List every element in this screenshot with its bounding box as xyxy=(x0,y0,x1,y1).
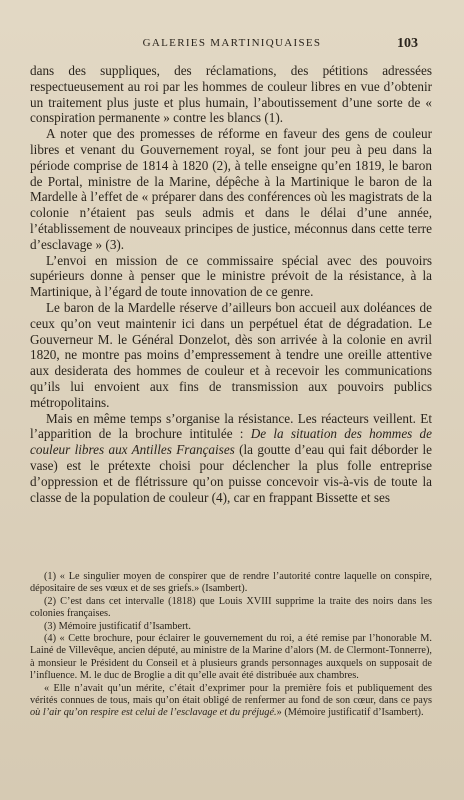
footnote-1: (1) « Le singulier moyen de conspirer que de rendre l’autorité contre laquelle on conspire, dépositaire de ses vœux et de ses griefs.» (Isambert). xyxy=(30,571,432,595)
footnote-4-continued-end: » (Mémoire justificatif d’Isambert). xyxy=(276,707,424,719)
paragraph-4: Le baron de la Mardelle réserve d’ailleurs bon accueil aux doléances de ceux qu’on veut maintenir ici dans un perpétuel état de dégradation. Le Gouverneur M. le Général Donzelot, dès son arrivée à la colonie en avril 1820, ne montre pas moins d’empressement à tendre une oreille attentive aux desiderata des hommes de couleur et à recevoir les communications qu’ils lui envoient aux fins de transmission aux pouvoirs publics métropolitains. xyxy=(30,299,432,410)
paragraph-5 xyxy=(30,411,432,506)
footnote-4-continued-start: « Elle n’avait qu’un mérite, c’était d’exprimer pour la première fois et publiquement des vérités connues de tous, mais qu’on était obligé de renfermer au fond de son cœur, dans ce pays xyxy=(30,682,432,707)
brochure-title: De la situation des hommes de couleur libres aux Antilles Françaises xyxy=(30,426,432,458)
paragraph-2: A noter que des promesses de réforme en faveur des gens de couleur libres et venant du Gouvernement royal, se font jour peu à peu dans la période comprise de 1814 à 1820 (2), à telle enseigne qu’en 1819, le baron de Portal, ministre de la Marine, dépêche à la Martinique le baron de la Mardelle à l’effet de « préparer dans des conférences où les magistrats de la colonie n’étaient pas seuls admis et dans le délai d’une année, l’établissement de nouveaux principes de justice, méconnus dans cette terre d’esclavage » (3). xyxy=(30,126,432,252)
footnote-3: (3) Mémoire justificatif d’Isambert. xyxy=(44,620,191,632)
paragraph-5-start: Mais en même temps s’organise la résistance. Les réacteurs veillent. Et l’apparition de la brochure intitulée : xyxy=(30,410,432,442)
running-title: GALERIES MARTINIQUAISES xyxy=(142,37,322,49)
paragraph-5-end: (la goutte d’eau qui fait déborder le vase) est le prétexte choisi pour déclencher la plus folle entreprise d’oppression et de flétrissure qu’on puisse concevoir vis-à-vis de toute la classe de la population de couleur (4), car en frappant Bissette et ses xyxy=(30,442,433,505)
page-header xyxy=(0,36,464,52)
footnotes xyxy=(30,571,432,720)
footnote-4-continued xyxy=(30,683,432,720)
footnote-4: (4) « Cette brochure, pour éclairer le gouvernement du roi, a été remise par l’honorable M. Lainé de Villevêque, ancien député, au ministre de la Marine d’alors (M. de Clermont-Tonnerre), à monsieur le Président du Conseil et à plusieurs grands personnages auxquels on supposait de l’influence. M. le duc de Broglie a dit qu’elle avait été distribuée aux chambres. xyxy=(30,633,432,682)
footnote-2: (2) C’est dans cet intervalle (1818) que Louis XVIII supprime la traite des noirs dans les colonies françaises. xyxy=(30,595,432,620)
footnote-4-quote: où l’air qu’on respire est celui de l’esclavage et du préjugé. xyxy=(30,707,277,719)
paragraph-1: dans des suppliques, des réclamations, des pétitions adressées respectueusement au roi par les hommes de couleur libres en vue d’obtenir un traitement plus juste et plus humain, l’aboutissement d’une sorte de « conspiration permanente » contre les blancs (1). xyxy=(30,63,432,126)
main-text xyxy=(30,63,432,505)
paragraph-3: L’envoi en mission de ce commissaire spécial avec des pouvoirs supérieurs donne à penser que le ministre prévoit de la résistance, à la Martinique, à l’égard de toute innovation de ce genre. xyxy=(30,252,432,300)
page-number: 103 xyxy=(397,36,418,51)
